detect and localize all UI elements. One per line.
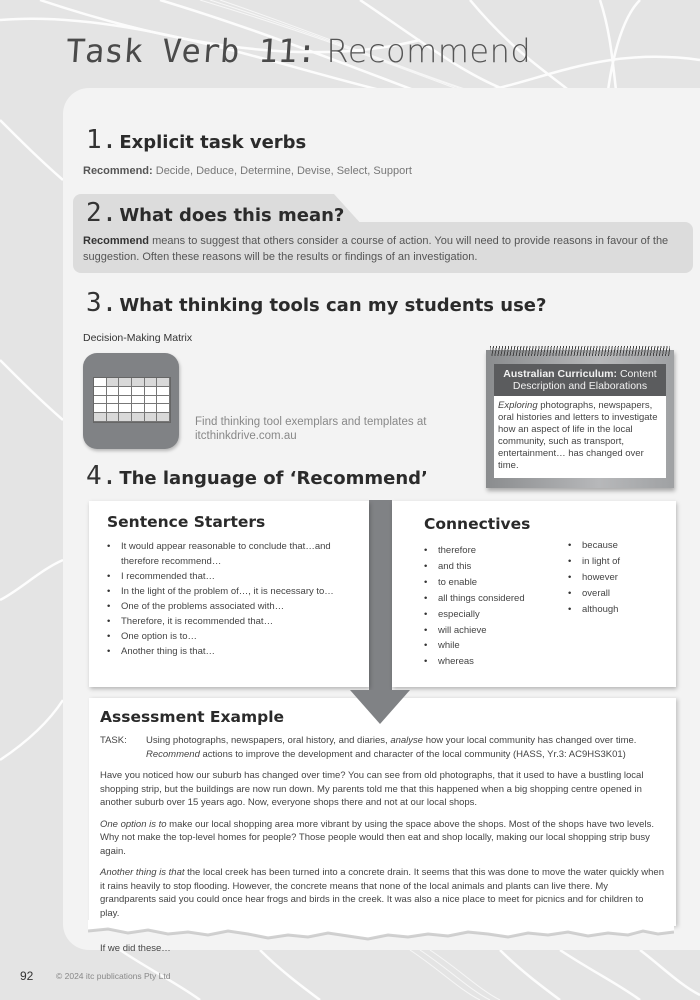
section-3-heading xyxy=(86,288,546,318)
connectives-card xyxy=(392,501,676,687)
list-item: • will achieve xyxy=(424,623,525,639)
matrix-grid-icon[interactable] xyxy=(83,353,179,449)
definition-body: means to suggest that others consider a course of action. You will need to provide reasons in favour of the suggestion. Often these reasons will be the results or findings of an investigation. xyxy=(83,235,669,263)
curriculum-header xyxy=(494,364,666,396)
starter-phrase: One option is to xyxy=(100,818,167,830)
verbs-list: Decide, Deduce, Determine, Devise, Select, Support xyxy=(155,165,412,177)
paragraph-text: make our local shopping area more vibrant by using the space above the shops. Most of the shops have two levels. Why not make the top-level homes for people? Those people would then eat and shop locally, making our local shopping strip busy again. xyxy=(100,818,654,857)
list-item: • Another thing is that… xyxy=(107,644,351,659)
page-number: 92 xyxy=(20,969,34,983)
verbs-label: Recommend: xyxy=(83,165,153,177)
sentence-starters-card xyxy=(89,501,369,687)
explicit-verbs-line xyxy=(83,165,412,177)
sentence-starters-list xyxy=(107,539,351,659)
list-item: • overall xyxy=(568,586,620,602)
list-item: • to enable xyxy=(424,575,525,591)
list-item: • however xyxy=(568,570,620,586)
curriculum-body xyxy=(494,396,666,478)
task-label: TASK: xyxy=(100,735,127,746)
section-number: 4. xyxy=(86,461,118,491)
connectives-heading: Connectives xyxy=(424,515,531,533)
section-title: What thinking tools can my students use? xyxy=(119,295,547,316)
list-item: • therefore xyxy=(424,543,525,559)
spiral-binding xyxy=(490,346,670,356)
task-text-part: actions to improve the development and character of the local community (HASS, Yr.3: AC9HS3K01) xyxy=(199,748,626,760)
task-verb-recommend: Recommend xyxy=(146,748,200,760)
sentence-starters-heading: Sentence Starters xyxy=(107,513,266,531)
paragraph-text: the local creek has been turned into a concrete drain. It seems that this was done to move the water quickly when it rains heavily to stop flooding. However, the concrete means that none of the local animals and plants can live there. My grandparents said you could once hear frogs and birds in the creek. It was also a nice place to meet for picnics and for children to play. xyxy=(100,867,664,919)
section-2-heading xyxy=(86,198,344,228)
section-title: The language of ‘Recommend’ xyxy=(119,468,428,489)
paragraph-1: Have you noticed how our suburb has changed over time? You can see from old photographs, that it used to have a bustling local shopping strip, but the buildings are now run down. My parents told me that this happened when a big shopping centre opened in another suburb over 15 years ago. Now, everyone shops there and not at our local shops. xyxy=(100,770,644,808)
list-item: • and this xyxy=(424,559,525,575)
task-verb-analyse: analyse xyxy=(390,735,424,746)
task-text-part: Using photographs, newspapers, oral history, and diaries, xyxy=(146,735,391,746)
definition-term: Recommend xyxy=(83,235,150,247)
list-item: • in light of xyxy=(568,554,620,570)
curriculum-text: photographs, newspapers, oral histories and letters to investigate how an aspect of life in the local community, such as transport, entertainment… has changed over time. xyxy=(498,400,658,471)
page-title xyxy=(66,32,531,71)
down-arrow-shaft xyxy=(369,500,392,695)
curriculum-title-rest: Content Description and Elaborations xyxy=(512,368,657,392)
paragraph-2 xyxy=(100,818,665,859)
list-item: • whereas xyxy=(424,654,525,670)
list-item: • while xyxy=(424,638,525,654)
section-4-heading xyxy=(86,461,428,491)
connectives-column-1 xyxy=(424,543,525,670)
section-number: 1. xyxy=(86,125,118,155)
section-1-heading xyxy=(86,125,306,155)
link-line-1: Find thinking tool exemplars and templates at xyxy=(195,416,427,428)
list-item: • It would appear reasonable to conclude that…and therefore recommend… xyxy=(107,539,351,569)
task-text-part: how your local community has changed over time. xyxy=(423,735,637,746)
down-arrow-icon xyxy=(350,690,410,724)
list-item: • Therefore, it is recommended that… xyxy=(107,614,351,629)
title-handwritten: Task Verb 11: xyxy=(64,32,318,70)
torn-paper-edge xyxy=(88,920,674,948)
list-item: • In the light of the problem of…, it is necessary to… xyxy=(107,584,351,599)
title-verb: Recommend xyxy=(326,32,532,70)
list-item: • all things considered xyxy=(424,591,525,607)
thinkdrive-link[interactable] xyxy=(195,415,426,443)
section-title: What does this mean? xyxy=(119,205,345,226)
matrix-grid xyxy=(93,377,171,423)
list-item: • because xyxy=(568,538,620,554)
assessment-example-card xyxy=(89,698,676,954)
starter-phrase: Another thing is that xyxy=(100,867,185,878)
list-item: • One of the problems associated with… xyxy=(107,599,351,614)
section-number: 3. xyxy=(86,288,118,318)
curriculum-notepad xyxy=(486,350,674,488)
task-text xyxy=(146,734,636,761)
definition-text xyxy=(83,233,678,265)
thinking-tool-name: Decision-Making Matrix xyxy=(83,332,193,344)
list-item: • although xyxy=(568,602,620,618)
link-line-2: itcthinkdrive.com.au xyxy=(195,430,297,442)
list-item: • One option is to… xyxy=(107,629,351,644)
curriculum-lead: Exploring xyxy=(498,400,538,411)
section-title: Explicit task verbs xyxy=(119,132,307,153)
curriculum-title-bold: Australian Curriculum: xyxy=(503,368,618,380)
section-number: 2. xyxy=(86,198,118,228)
list-item: • especially xyxy=(424,607,525,623)
task-statement xyxy=(100,734,665,769)
connectives-column-2 xyxy=(568,538,620,618)
copyright-notice: © 2024 itc publications Pty Ltd xyxy=(56,971,171,981)
paragraph-4: If we did these… xyxy=(100,942,171,954)
assessment-heading: Assessment Example xyxy=(100,708,285,726)
list-item: • I recommended that… xyxy=(107,569,351,584)
